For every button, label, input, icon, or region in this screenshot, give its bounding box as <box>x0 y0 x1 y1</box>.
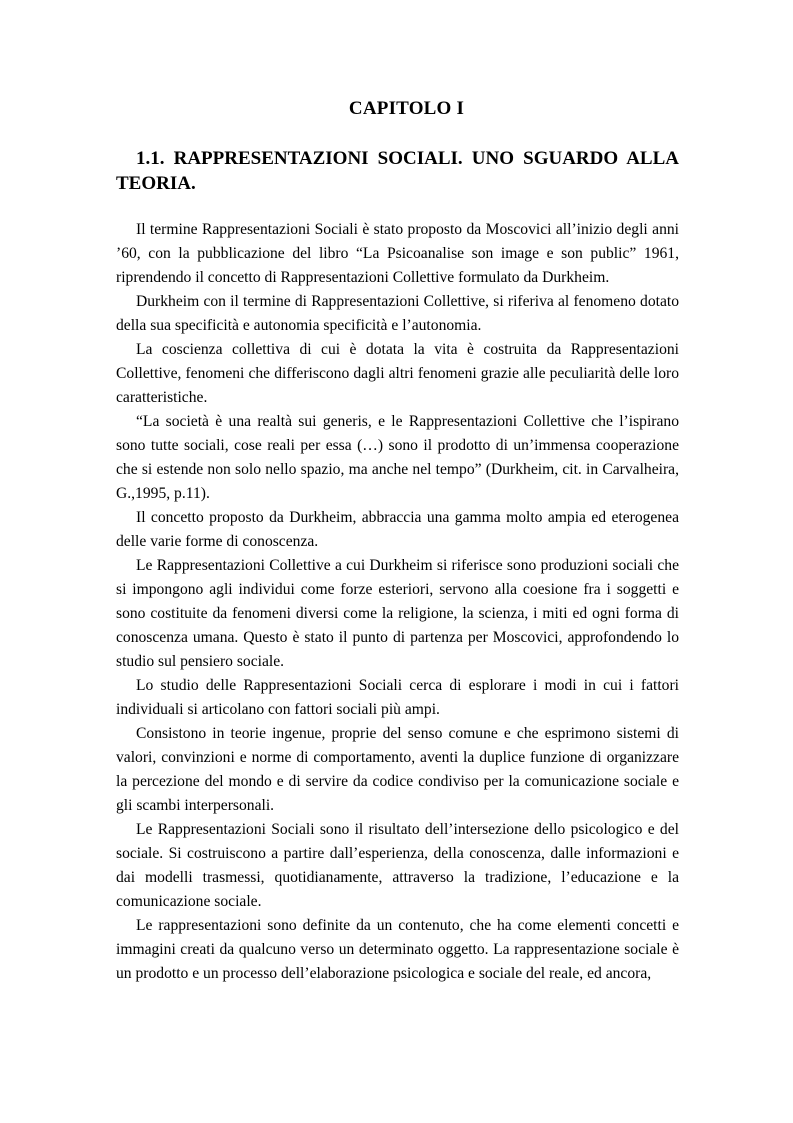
paragraph: “La società è una realtà sui generis, e le Rappresentazioni Collettive che l’ispirano sono tutte sociali, cose reali per essa (…) sono il prodotto di un’immensa cooperazione che si estende non solo nello spazio, ma anche nel tempo” (Durkheim, cit. in Carvalheira, G.,1995, p.11). <box>116 413 679 502</box>
paragraph: La coscienza collettiva di cui è dotata la vita è costruita da Rappresentazioni Collettive, fenomeni che differiscono dagli altri fenomeni grazie alle peculiarità delle loro caratteristiche. <box>116 341 679 406</box>
paragraph: Le Rappresentazioni Sociali sono il risultato dell’intersezione dello psicologico e del sociale. Si costruiscono a partire dall’esperienza, della conoscenza, dalle informazioni e dai modelli trasmessi, quotidianamente, attraverso la tradizione, l’educazione e la comunicazione sociale. <box>116 821 679 910</box>
paragraph: Durkheim con il termine di Rappresentazioni Collettive, si riferiva al fenomeno dotato della sua specificità e autonomia specificità e l’autonomia. <box>116 293 679 334</box>
section-heading <box>116 146 679 196</box>
paragraph: Lo studio delle Rappresentazioni Sociali cerca di esplorare i modi in cui i fattori individuali si articolano con fattori sociali più ampi. <box>116 677 679 718</box>
paragraph: Il concetto proposto da Durkheim, abbraccia una gamma molto ampia ed eterogenea delle varie forme di conoscenza. <box>116 509 679 550</box>
paragraph: Il termine Rappresentazioni Sociali è stato proposto da Moscovici all’inizio degli anni ’60, con la pubblicazione del libro “La Psicoanalise son image e son public” 1961, riprendendo il concetto di Rappresentazioni Collettive formulato da Durkheim. <box>116 221 679 286</box>
section-heading-line-1: 1.1. RAPPRESENTAZIONI SOCIALI. UNO SGUARDO ALLA <box>136 148 679 169</box>
paragraph: Le rappresentazioni sono definite da un contenuto, che ha come elementi concetti e immagini creati da qualcuno verso un determinato oggetto. La rappresentazione sociale è un prodotto e un processo dell’elaborazione psicologica e sociale del reale, ed ancora, <box>116 917 679 982</box>
chapter-title: CAPITOLO I <box>348 98 465 119</box>
body-text <box>116 218 679 986</box>
section-heading-line-2: TEORIA. <box>116 173 196 194</box>
paragraph: Le Rappresentazioni Collettive a cui Durkheim si riferisce sono produzioni sociali che si impongono agli individui come forze esteriori, servono alla coesione fra i soggetti e sono costituite da fenomeni diversi come la religione, la scienza, i miti ed ogni forma di conoscenza umana. Questo è stato il punto di partenza per Moscovici, approfondendo lo studio sul pensiero sociale. <box>116 557 679 670</box>
paragraph: Consistono in teorie ingenue, proprie del senso comune e che esprimono sistemi di valori, convinzioni e norme di comportamento, aventi la duplice funzione di organizzare la percezione del mondo e di servire da codice condiviso per la comunicazione sociale e gli scambi interpersonali. <box>116 725 679 814</box>
